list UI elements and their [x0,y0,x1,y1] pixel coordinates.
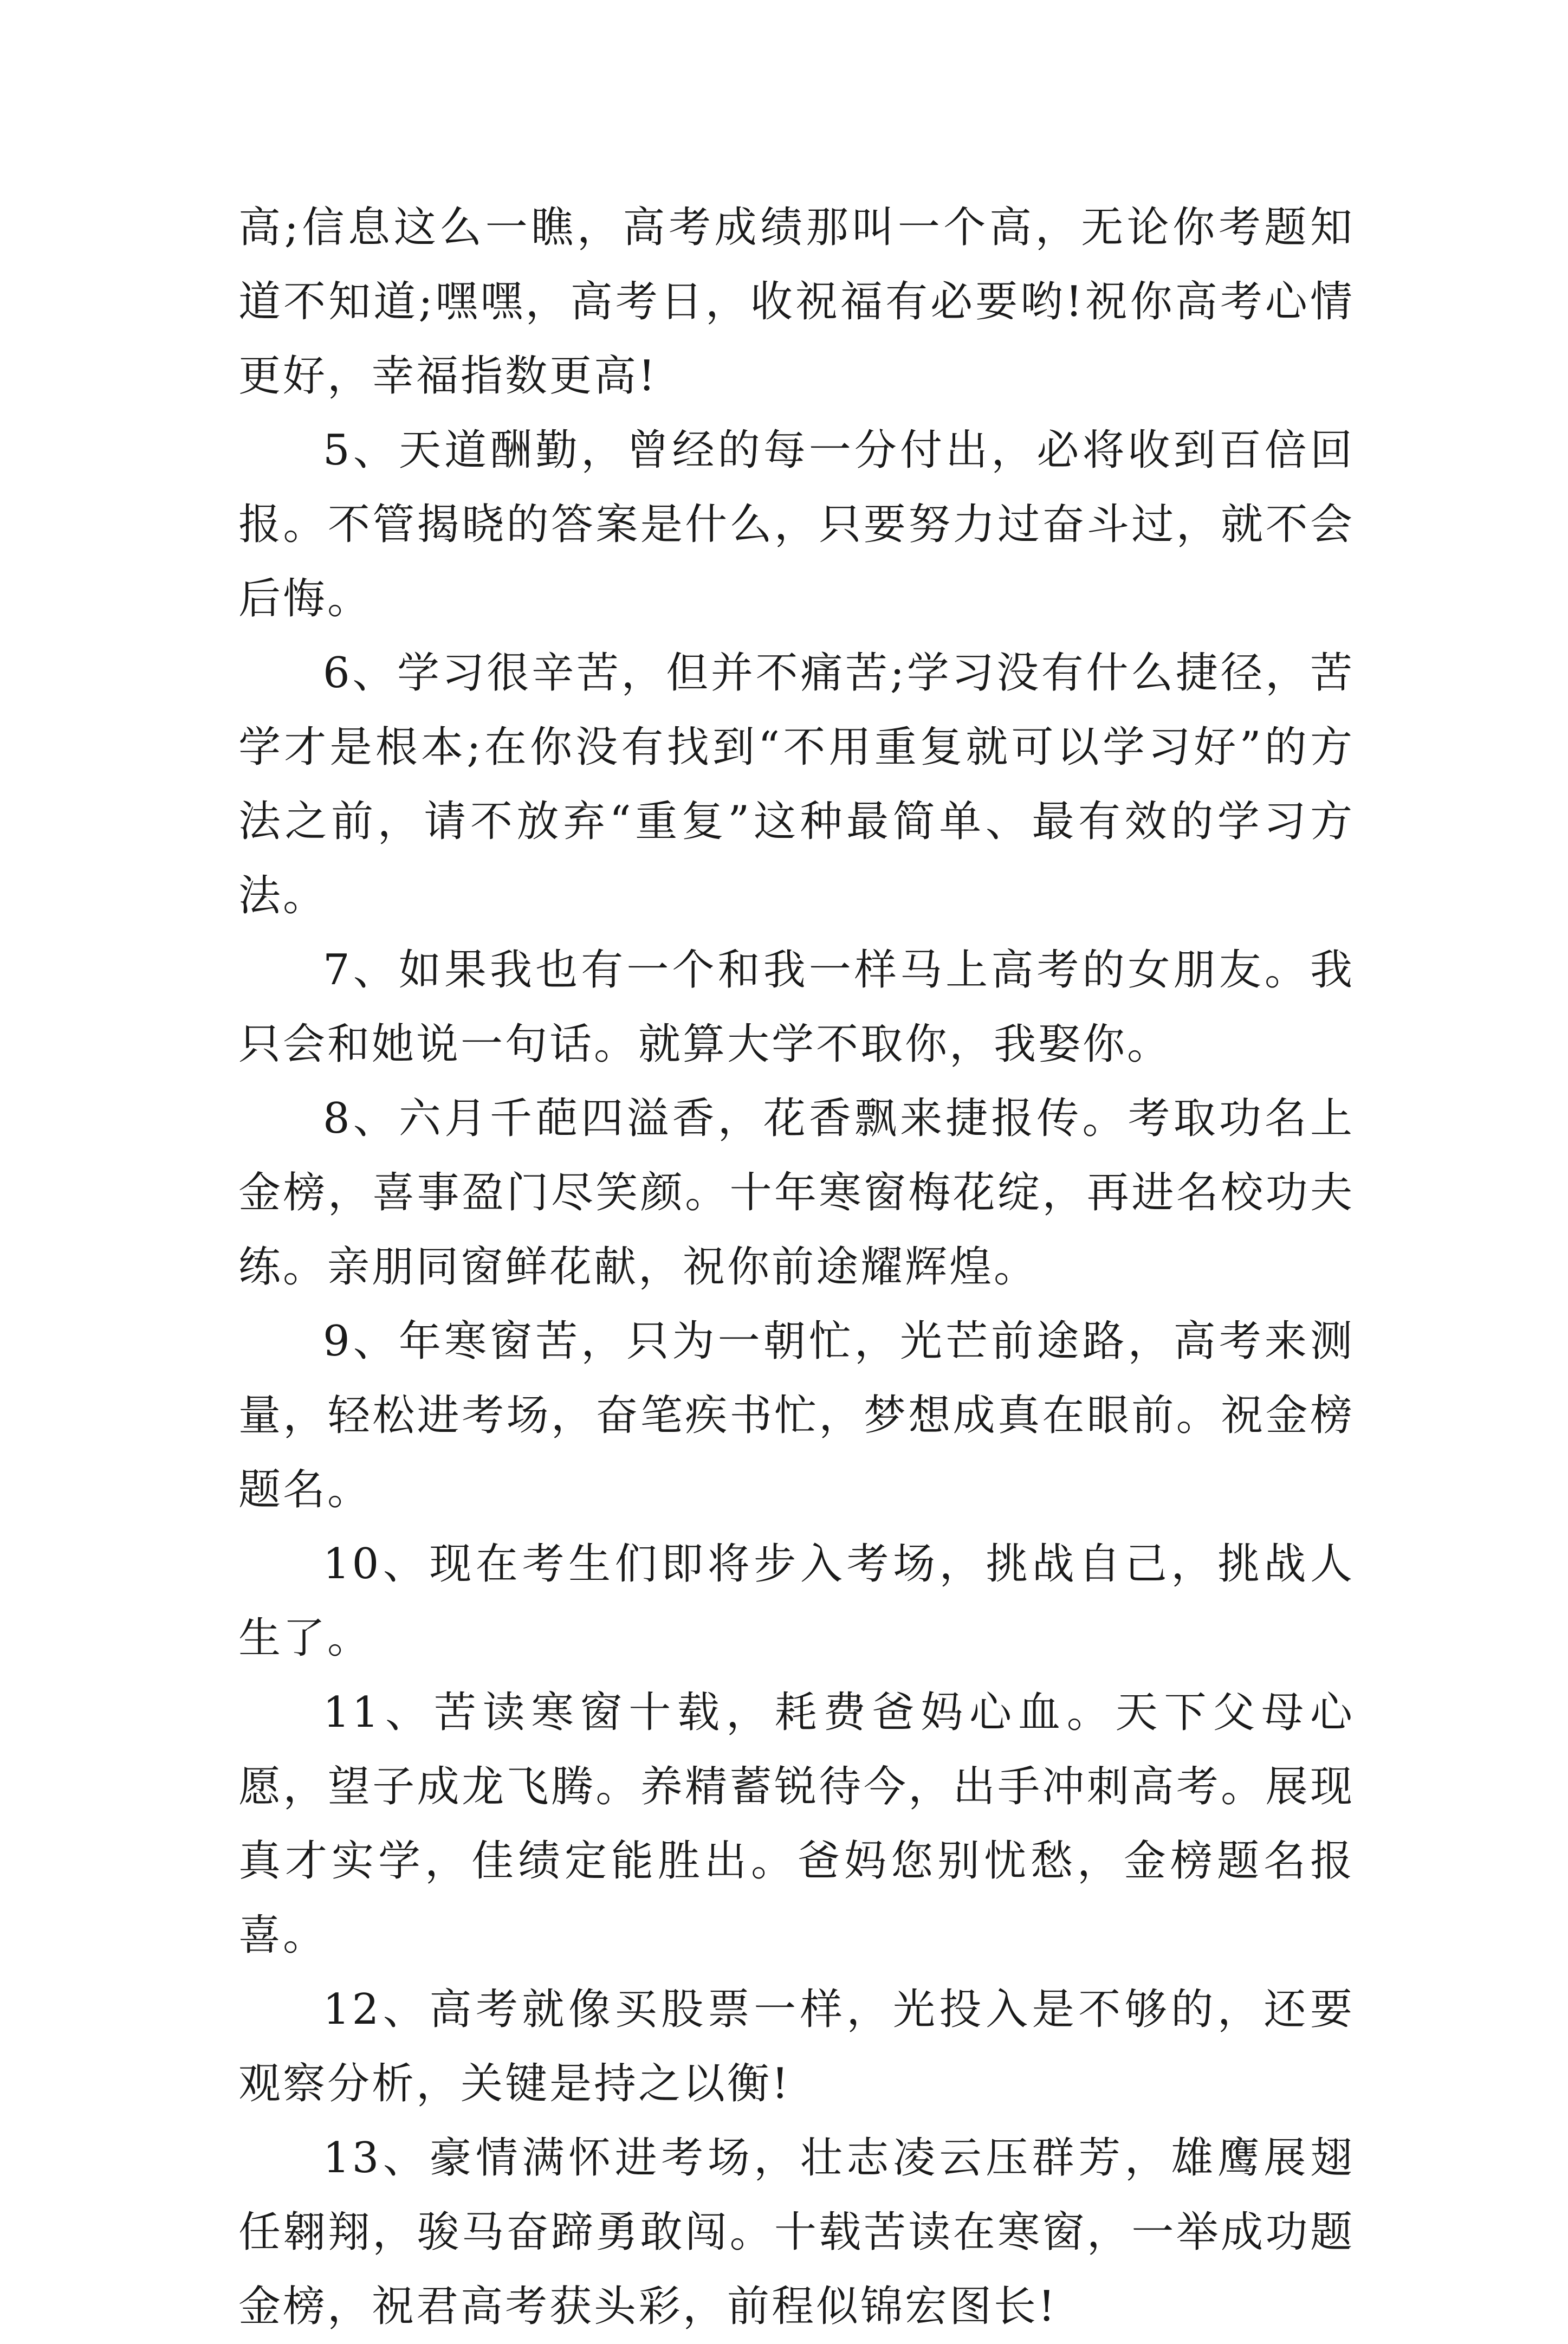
paragraph-item-11: 11、苦读寒窗十载，耗费爸妈心血。天下父母心愿，望子成龙飞腾。养精蓄锐待今，出手冲刺高考。展现真才实学，佳绩定能胜出。爸妈您别忧愁，金榜题名报喜。 [238,1688,1355,1960]
paragraph-item-7: 7、如果我也有一个和我一样马上高考的女朋友。我只会和她说一句话。就算大学不取你，我娶你。 [238,946,1355,1069]
paragraph-item-8: 8、六月千葩四溢香，花香飘来捷报传。考取功名上金榜，喜事盈门尽笑颜。十年寒窗梅花绽，再进名校功夫练。亲朋同窗鲜花献，祝你前途耀辉煌。 [238,1094,1355,1292]
paragraph-item-5: 5、天道酬勤，曾经的每一分付出，必将收到百倍回报。不管揭晓的答案是什么，只要努力过奋斗过，就不会后悔。 [238,426,1355,623]
paragraph-continuation: 高;信息这么一瞧，高考成绩那叫一个高，无论你考题知道不知道;嘿嘿，高考日，收祝福有必要哟!祝你高考心情更好，幸福指数更高! [238,203,1355,401]
paragraph-item-13: 13、豪情满怀进考场，壮志凌云压群芳，雄鹰展翅任翱翔，骏马奋蹄勇敢闯。十载苦读在寒窗，一举成功题金榜，祝君高考获头彩，前程似锦宏图长! [238,2134,1355,2331]
document-body [238,191,1355,2344]
paragraph-item-9: 9、年寒窗苦，只为一朝忙，光芒前途路，高考来测量，轻松进考场，奋笔疾书忙，梦想成真在眼前。祝金榜题名。 [238,1317,1355,1514]
paragraph-item-10: 10、现在考生们即将步入考场，挑战自己，挑战人生了。 [238,1540,1355,1663]
paragraph-item-12: 12、高考就像买股票一样，光投入是不够的，还要观察分析，关键是持之以衡! [238,1985,1355,2108]
paragraph-item-6: 6、学习很辛苦，但并不痛苦;学习没有什么捷径，苦学才是根本;在你没有找到“不用重复就可以学习好”的方法之前，请不放弃“重复”这种最简单、最有效的学习方法。 [238,649,1355,920]
